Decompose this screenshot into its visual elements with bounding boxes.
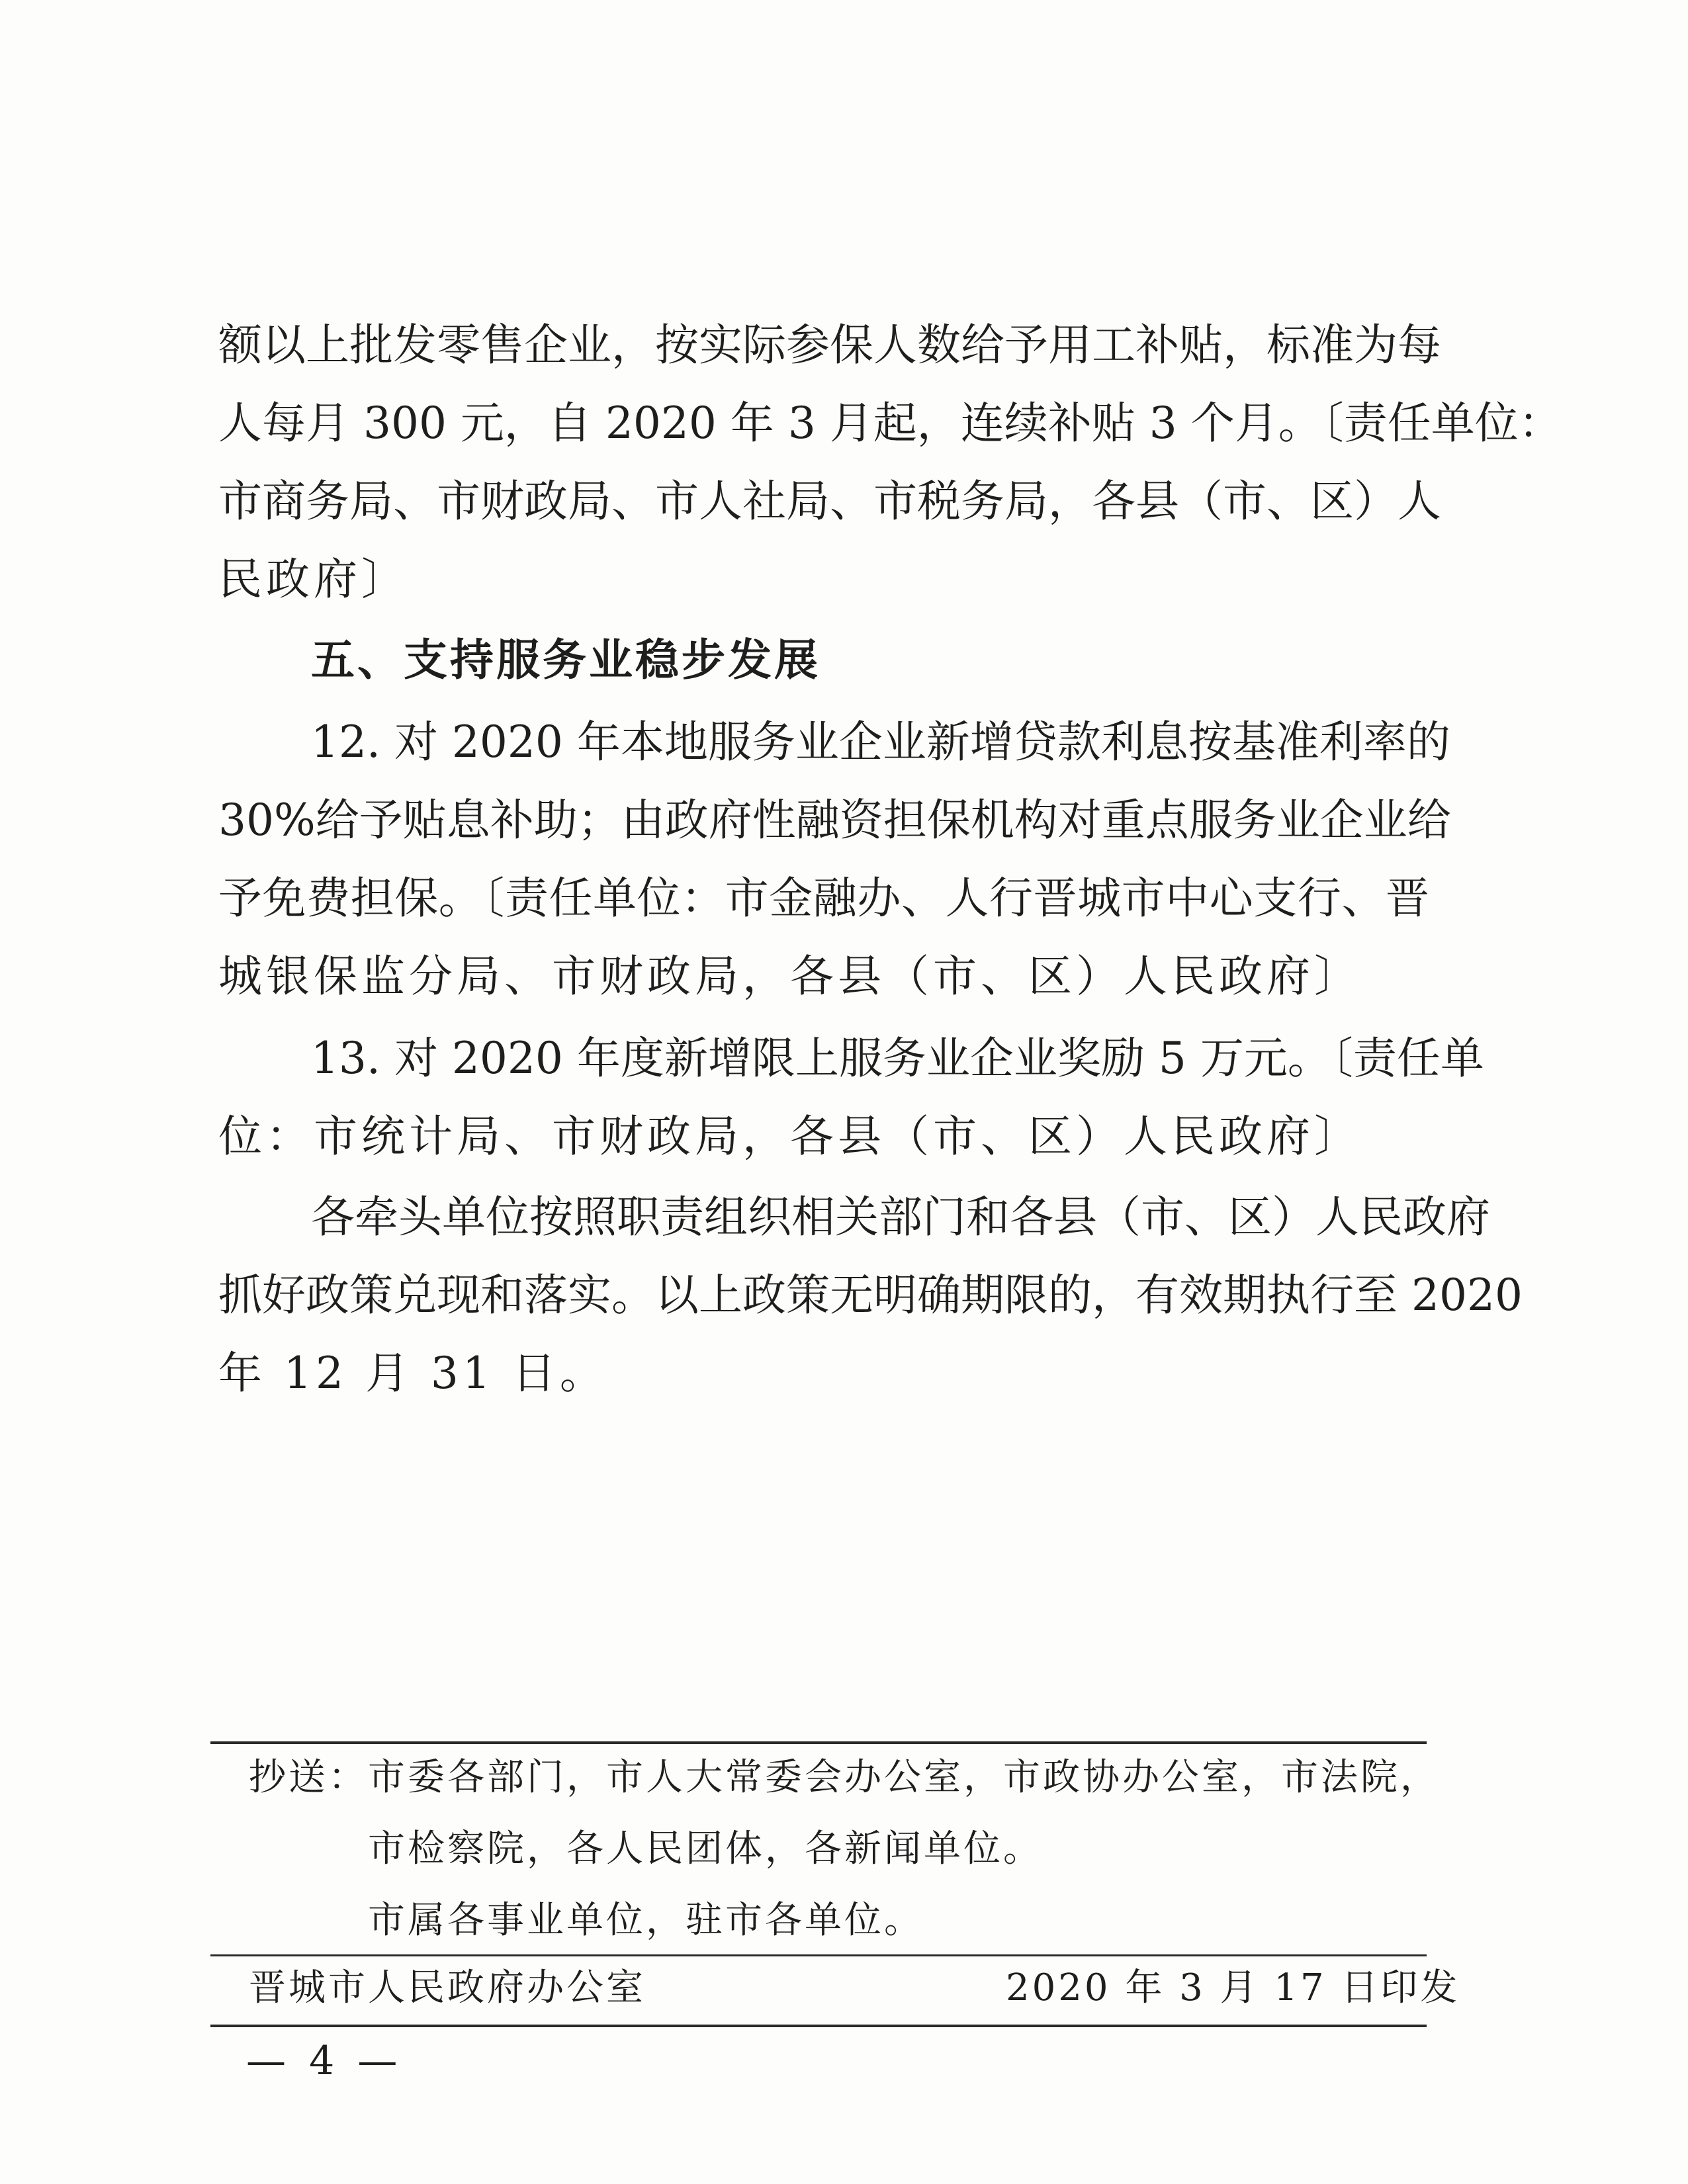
paragraph-line: 人每月 300 元，自 2020 年 3 月起，连续补贴 3 个月。〔责任单位： [218,398,1562,449]
issuer: 晋城市人民政府办公室 [249,1966,646,2009]
item-12-line: 30%给予贴息补助；由政府性融资担保机构对重点服务业企业给 [218,795,1451,846]
footer-bottom-rule [210,2025,1427,2027]
footer-middle-rule [210,1954,1427,1956]
closing-line: 各牵头单位按照职责组织相关部门和各县（市、区）人民政府 [311,1192,1490,1243]
page-number: — 4 — [246,2038,403,2084]
cc-recipients-line: 市委各部门，市人大常委会办公室，市政协办公室，市法院， [368,1756,1440,1799]
closing-line: 年 12 月 31 日。 [218,1348,607,1399]
cc-label: 抄送： [249,1756,368,1799]
item-13-line: 位：市统计局、市财政局，各县（市、区）人民政府〕 [218,1111,1362,1162]
paragraph-line: 额以上批发零售企业，按实际参保人数给予用工补贴，标准为每 [218,320,1441,371]
footer-top-rule [210,1741,1427,1744]
item-12-line: 予免费担保。〔责任单位：市金融办、人行晋城市中心支行、晋 [218,873,1429,924]
closing-line: 抓好政策兑现和落实。以上政策无明确期限的，有效期执行至 2020 [218,1270,1523,1321]
issue-date: 2020 年 3 月 17 日印发 [1006,1966,1460,2009]
item-13-line: 13. 对 2020 年度新增限上服务业企业奖励 5 万元。〔责任单 [311,1033,1484,1084]
item-12-line: 12. 对 2020 年本地服务业企业新增贷款利息按基准利率的 [311,717,1450,767]
item-12-line: 城银保监分局、市财政局，各县（市、区）人民政府〕 [218,951,1362,1002]
cc-recipients-line: 市属各事业单位，驻市各单位。 [368,1899,924,1942]
paragraph-line: 市商务局、市财政局、市人社局、市税务局，各县（市、区）人 [218,476,1441,527]
cc-recipients-line: 市检察院，各人民团体，各新闻单位。 [368,1827,1043,1870]
section-heading: 五、支持服务业稳步发展 [311,634,821,685]
paragraph-line: 民政府〕 [218,554,409,605]
